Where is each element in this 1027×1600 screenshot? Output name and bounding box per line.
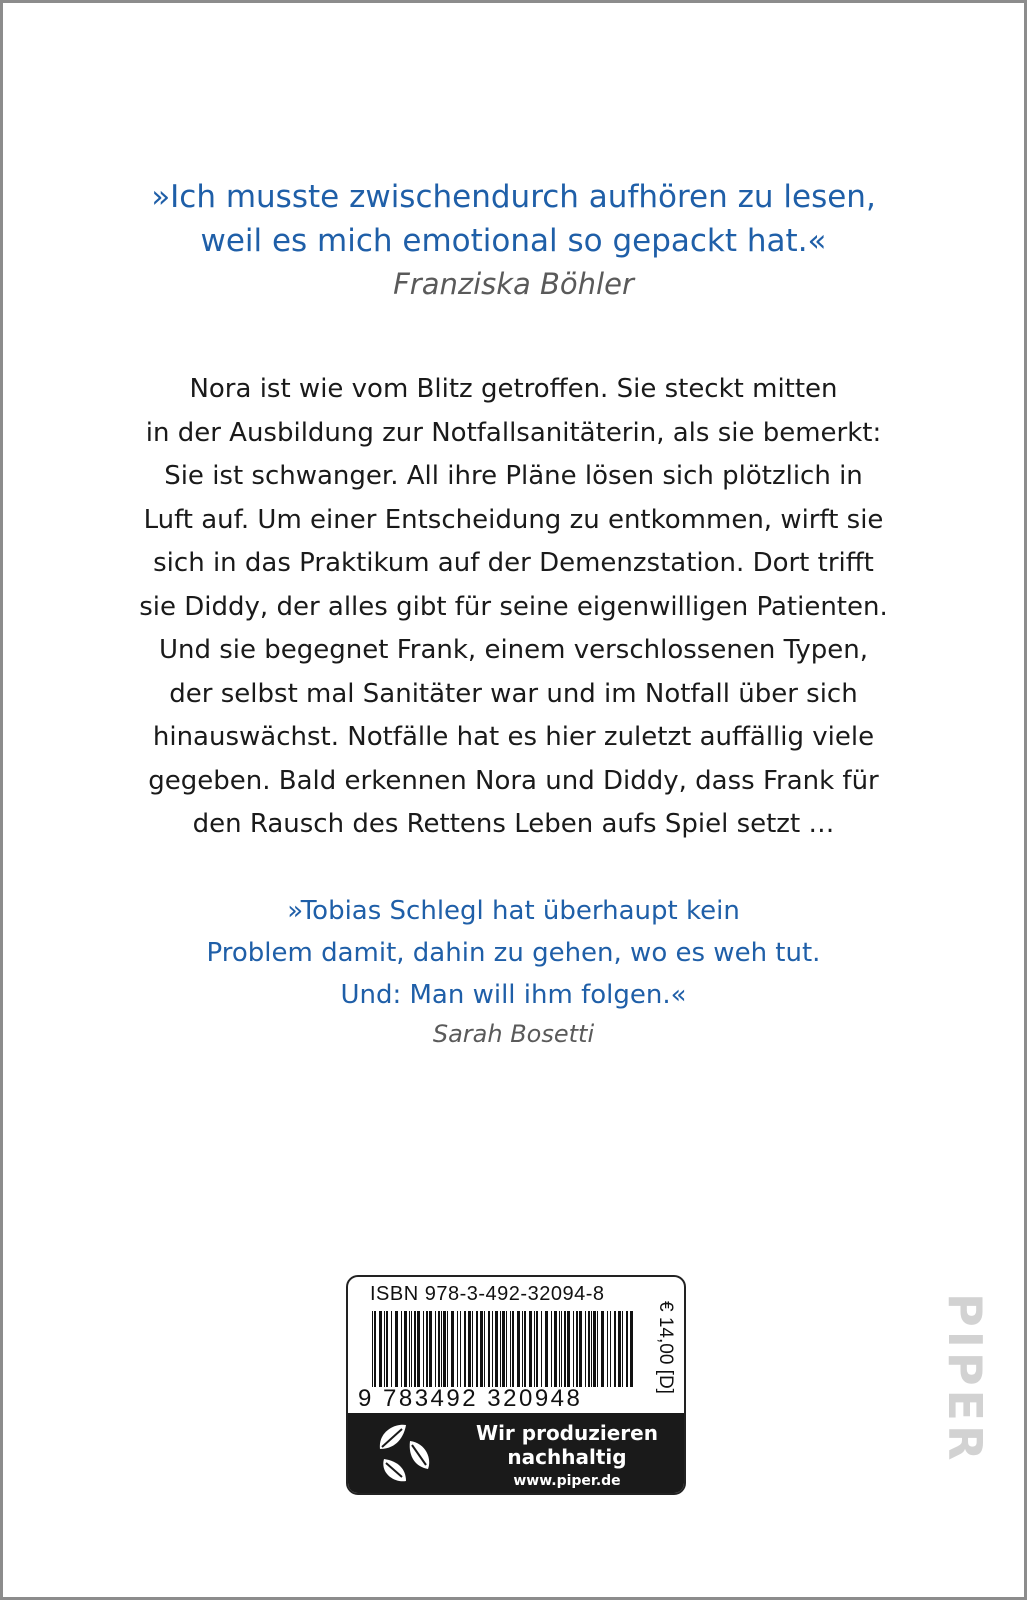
blurb-line: Und sie begegnet Frank, einem verschlossenen Typen, — [158, 635, 869, 665]
blurb-line: Nora ist wie vom Blitz getroffen. Sie steckt mitten — [189, 374, 838, 404]
barcode-bar — [464, 1311, 466, 1387]
barcode-bar — [522, 1311, 523, 1387]
barcode-bar — [438, 1311, 440, 1387]
barcode-bar — [593, 1311, 596, 1387]
barcode-bar — [502, 1311, 505, 1387]
blurb-line: den Rausch des Rettens Leben aufs Spiel setzt … — [192, 809, 835, 839]
bottom-review-quote — [3, 890, 1024, 1016]
barcode-bar — [506, 1311, 507, 1387]
barcode-bar — [576, 1311, 578, 1387]
blurb-line: sich in das Praktikum auf der Demenzstation. Dort trifft — [153, 548, 874, 578]
barcode-bar — [567, 1311, 570, 1387]
blurb-line: Luft auf. Um einer Entscheidung zu entkommen, wirft sie — [143, 504, 884, 535]
barcode-bar — [379, 1311, 382, 1387]
barcode-bar — [435, 1311, 436, 1387]
barcode-bar — [524, 1311, 526, 1387]
ean-digits: 9 783492 320948 — [358, 1385, 583, 1412]
barcode-bar — [564, 1311, 566, 1387]
barcode-bar — [480, 1311, 483, 1387]
barcode-bar — [559, 1311, 560, 1387]
blurb-line: sie Diddy, der alles gibt für seine eigenwilligen Patienten. — [139, 591, 888, 622]
barcode-bar — [554, 1311, 557, 1387]
barcode-bar — [484, 1311, 485, 1387]
sustainability-text — [458, 1421, 676, 1489]
barcode-bar — [579, 1311, 582, 1387]
barcode-panel — [346, 1275, 686, 1495]
blurb-line: in der Ausbildung zur Notfallsanitäterin, als sie bemerkt: — [145, 417, 882, 448]
barcode-bar — [451, 1311, 454, 1387]
barcode-bar — [423, 1311, 424, 1387]
price-label: € 14,00 [D] — [655, 1301, 676, 1394]
book-blurb — [3, 368, 1024, 847]
barcode-bar — [591, 1311, 592, 1387]
barcode-bar — [500, 1311, 501, 1387]
blurb-line: Sie ist schwanger. All ihre Pläne lösen sich plötzlich in — [164, 461, 863, 491]
barcode-bar — [510, 1311, 511, 1387]
barcode-bar — [622, 1311, 623, 1387]
barcode-bar — [536, 1311, 538, 1387]
barcode-bar — [573, 1311, 574, 1387]
barcode-bar — [441, 1311, 442, 1387]
barcode — [372, 1311, 634, 1387]
barcode-bar — [610, 1311, 611, 1387]
barcode-bar — [386, 1311, 388, 1387]
barcode-bar — [417, 1311, 420, 1387]
barcode-bar — [374, 1311, 376, 1387]
quote-line: »Ich musste zwischendurch aufhören zu lesen, — [151, 179, 876, 215]
barcode-bar — [372, 1311, 373, 1387]
blurb-line: der selbst mal Sanitäter war und im Notfall über sich — [169, 678, 858, 709]
barcode-bar — [476, 1311, 478, 1387]
barcode-bar — [517, 1311, 520, 1387]
barcode-bar — [561, 1311, 562, 1387]
barcode-bar — [395, 1311, 398, 1387]
barcode-bar — [468, 1311, 471, 1387]
barcode-bar — [492, 1311, 493, 1387]
barcode-bar — [409, 1311, 410, 1387]
barcode-bar — [414, 1311, 416, 1387]
barcode-bar — [607, 1311, 608, 1387]
barcode-bar — [426, 1311, 428, 1387]
quote-line: weil es mich emotional so gepackt hat.« — [200, 223, 827, 259]
leaves-icon — [370, 1419, 438, 1487]
barcode-bar — [391, 1311, 392, 1387]
barcode-bar — [588, 1311, 590, 1387]
barcode-bar — [597, 1311, 598, 1387]
barcode-bar — [404, 1311, 407, 1387]
publisher-website: www.piper.de — [513, 1473, 621, 1489]
barcode-bar — [626, 1311, 628, 1387]
sustainability-line: Wir produzieren — [476, 1421, 658, 1445]
quote-line: »Tobias Schlegl hat überhaupt kein — [287, 896, 740, 926]
isbn-label: ISBN 978-3-492-32094-8 — [370, 1283, 605, 1305]
barcode-bar — [551, 1311, 552, 1387]
barcode-bar — [614, 1311, 616, 1387]
barcode-bar — [495, 1311, 498, 1387]
barcode-bar — [529, 1311, 532, 1387]
top-review-quote — [3, 175, 1024, 263]
barcode-bar — [411, 1311, 412, 1387]
barcode-bar — [429, 1311, 432, 1387]
barcode-bar — [512, 1311, 514, 1387]
barcode-bar — [488, 1311, 490, 1387]
quote-line: Problem damit, dahin zu gehen, wo es weh tut. — [206, 938, 821, 968]
barcode-bar — [534, 1311, 535, 1387]
barcode-bar — [541, 1311, 542, 1387]
barcode-bar — [545, 1311, 548, 1387]
barcode-bar — [447, 1311, 448, 1387]
bottom-quote-author: Sarah Bosetti — [432, 1020, 595, 1048]
barcode-bar — [384, 1311, 385, 1387]
barcode-bar — [601, 1311, 604, 1387]
blurb-line: hinauswächst. Notfälle hat es hier zuletzt auffällig viele — [152, 722, 875, 752]
barcode-bar — [585, 1311, 586, 1387]
barcode-bar — [443, 1311, 446, 1387]
barcode-bar — [460, 1311, 461, 1387]
publisher-logo: PIPER — [938, 1293, 992, 1465]
barcode-bar — [457, 1311, 458, 1387]
barcode-bar — [618, 1311, 621, 1387]
quote-line: Und: Man will ihm folgen.« — [340, 980, 687, 1010]
barcode-bar — [630, 1311, 633, 1387]
sustainability-line: nachhaltig — [507, 1445, 627, 1469]
top-quote-author: Franziska Böhler — [393, 267, 634, 301]
barcode-bar — [401, 1311, 402, 1387]
sustainability-banner — [348, 1413, 684, 1493]
blurb-line: gegeben. Bald erkennen Nora und Diddy, dass Frank für — [148, 765, 879, 796]
barcode-bar — [472, 1311, 473, 1387]
